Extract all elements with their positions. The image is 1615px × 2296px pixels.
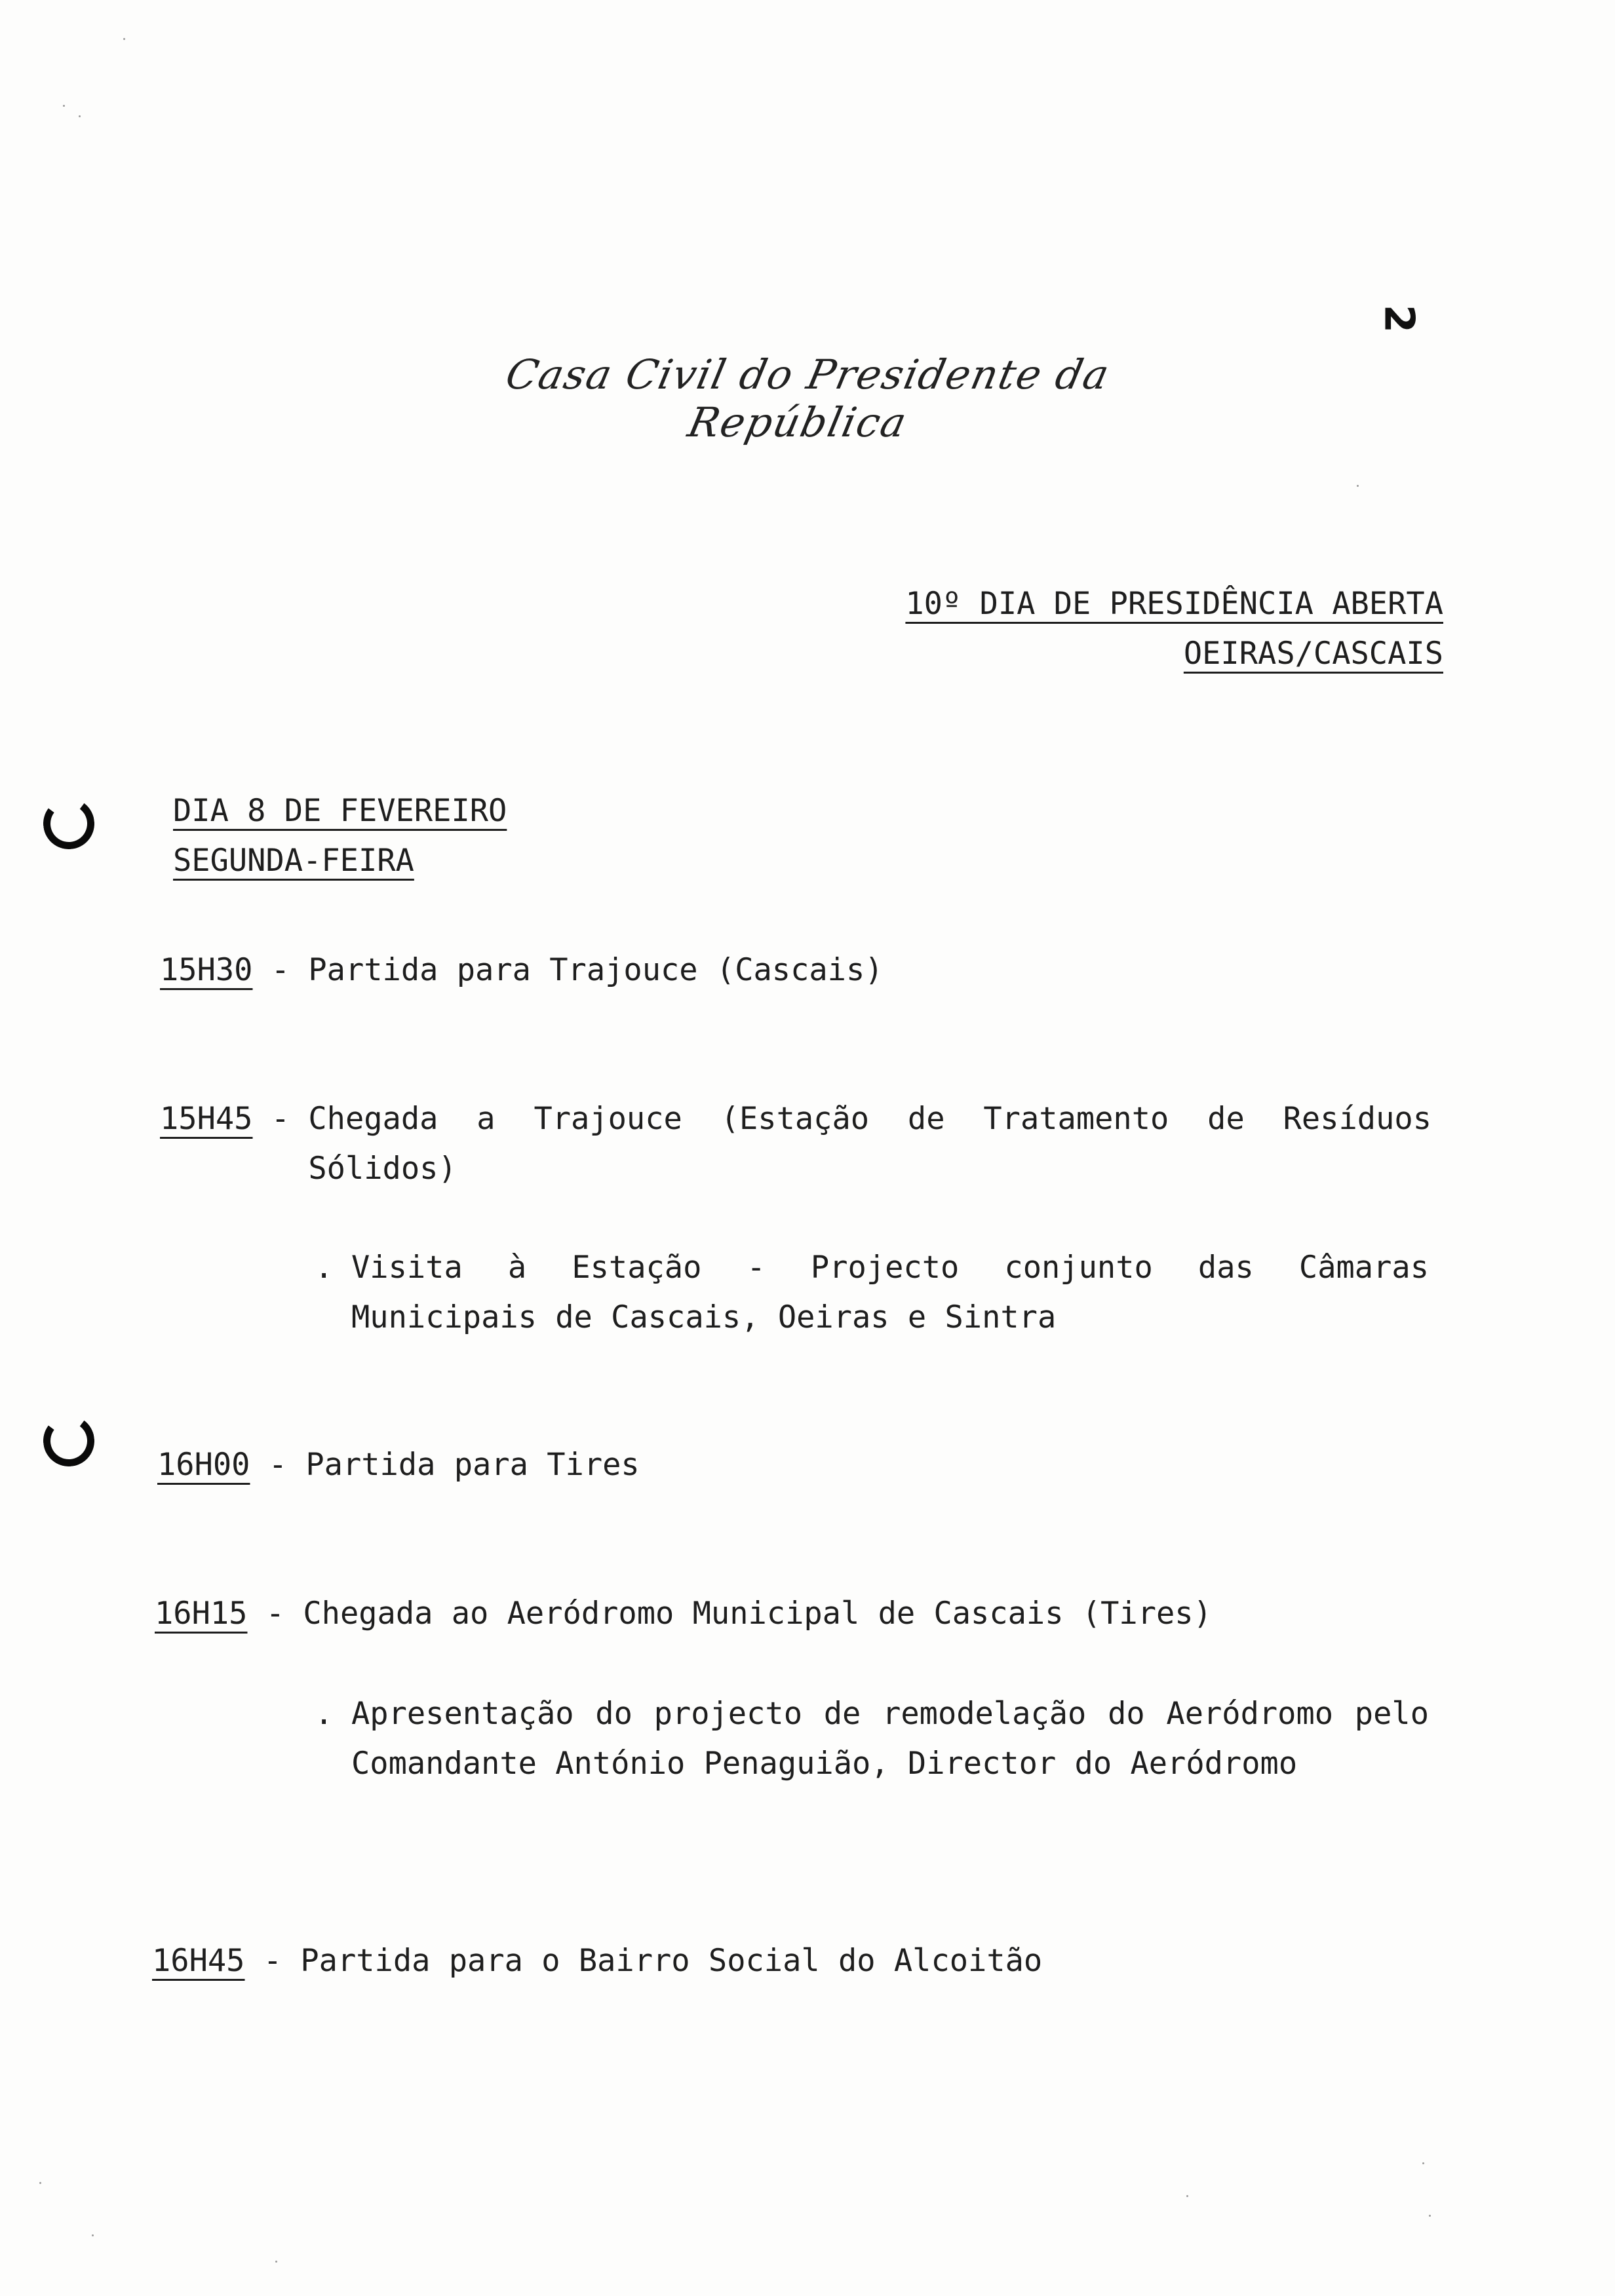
title-line-1: 10º DIA DE PRESIDÊNCIA ABERTA: [905, 586, 1443, 622]
date-weekday: [173, 841, 414, 881]
entry-text: Chegada a Trajouce (Estação de Tratamento de Resíduos Sólidos): [308, 1101, 1431, 1187]
schedule-entry: 15H45 - Chegada a Trajouce (Estação de Tratamento de Resíduos Sólidos): [160, 1094, 1431, 1194]
scan-speck: [92, 2234, 94, 2236]
entry-time: 16H00: [157, 1447, 250, 1483]
title-line-2: OEIRAS/CASCAIS: [1183, 636, 1443, 672]
schedule-entry: 16H15 - Chegada ao Aeródromo Municipal de Cascais (Tires): [155, 1589, 1426, 1639]
entry-text: Partida para o Bairro Social do Alcoitão: [300, 1943, 1043, 1979]
scan-speck: [1357, 485, 1359, 487]
punch-hole-mark: [40, 1412, 98, 1470]
date-weekday-text: SEGUNDA-FEIRA: [173, 843, 414, 879]
scan-speck: [39, 2182, 41, 2184]
entry-text: Partida para Trajouce (Cascais): [308, 952, 884, 988]
schedule-detail: [315, 1689, 1429, 1789]
schedule-entry: 16H00 - Partida para Tires: [157, 1440, 1429, 1490]
schedule-detail: [315, 1243, 1429, 1343]
detail-text: Visita à Estação - Projecto conjunto das Câmaras Municipais de Cascais, Oeiras e Sintra: [351, 1250, 1429, 1335]
scan-speck: [123, 38, 125, 40]
page-number: 2: [1375, 304, 1424, 334]
date-day-text: DIA 8 DE FEVEREIRO: [173, 793, 507, 829]
punch-hole-mark: [40, 795, 98, 852]
document-subtitle: [1184, 634, 1443, 674]
entry-time: 15H45: [160, 1101, 253, 1137]
entry-time: 16H45: [152, 1943, 245, 1979]
scan-speck: [1186, 2195, 1188, 2197]
date-day: [173, 792, 507, 831]
scan-speck: [79, 115, 81, 117]
bullet-dot: .: [315, 1250, 334, 1286]
entry-time: 16H15: [155, 1596, 248, 1632]
bullet-dot: .: [315, 1696, 334, 1732]
entry-text: Partida para Tires: [305, 1447, 640, 1483]
scan-speck: [1429, 2215, 1431, 2217]
scan-speck: [275, 2261, 277, 2263]
entry-time: 15H30: [160, 952, 253, 988]
entry-text: Chegada ao Aeródromo Municipal de Cascais (Tires): [303, 1596, 1212, 1632]
letterhead: Casa Civil do Presidente da República: [501, 351, 1115, 446]
detail-text: Apresentação do projecto de remodelação do Aeródromo pelo Comandante António Penaguião, Director do Aeródromo: [351, 1696, 1429, 1782]
schedule-entry: 16H45 - Partida para o Bairro Social do Alcoitão: [152, 1936, 1424, 1986]
schedule-entry: 15H30 - Partida para Trajouce (Cascais): [160, 946, 1431, 995]
document-title: [905, 584, 1443, 624]
scan-speck: [63, 105, 65, 107]
scan-speck: [1422, 2162, 1424, 2164]
